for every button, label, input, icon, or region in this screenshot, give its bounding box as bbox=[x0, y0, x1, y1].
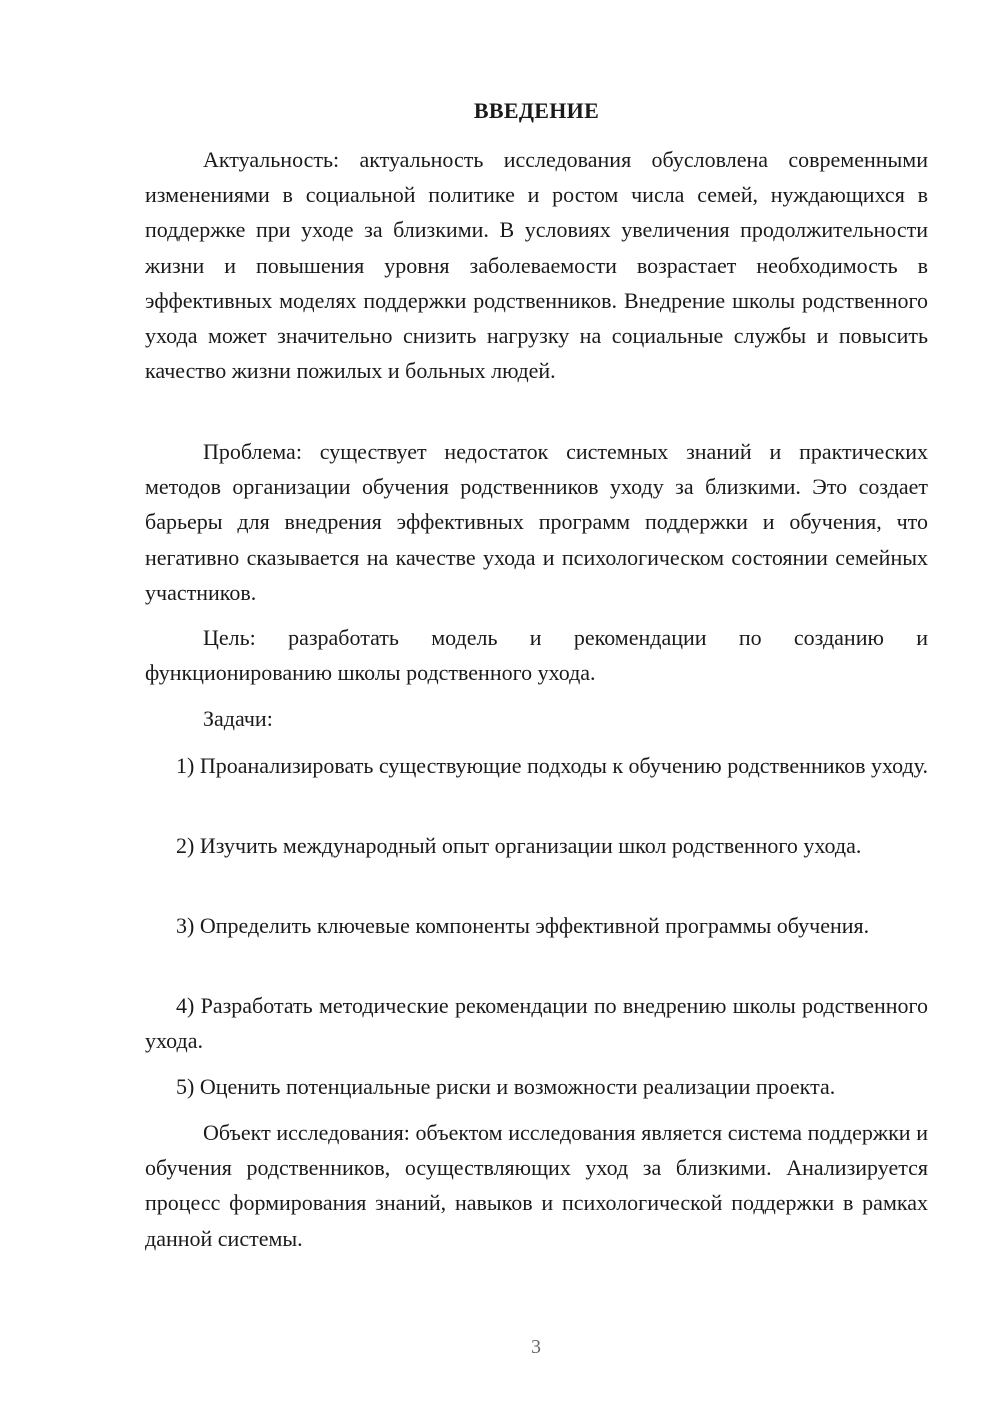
page-number: 3 bbox=[531, 1336, 541, 1358]
task-item-5: 5) Оценить потенциальные риски и возможности реализации проекта. bbox=[176, 1074, 836, 1099]
section-title: ВВЕДЕНИЕ bbox=[473, 98, 600, 123]
task-item-3: 3) Определить ключевые компоненты эффективной программы обучения. bbox=[176, 913, 870, 938]
paragraph-relevance: Актуальность: актуальность исследования обусловлена современными изменениями в социальной политике и ростом числа семей, нуждающихся в поддержке при уходе за близкими. В условиях увеличения продолжительности жизни и повышения уровня заболеваемости возрастает необходимость в эффективных моделях поддержки родственников. Внедрение школы родственного ухода может значительно снизить нагрузку на социальные службы и повысить качество жизни пожилых и больных людей. bbox=[145, 147, 928, 384]
paragraph-goal: Цель: разработать модель и рекомендации по созданию и функционированию школы родственного ухода. bbox=[145, 625, 928, 686]
tasks-heading: Задачи: bbox=[203, 706, 273, 731]
task-item-2: 2) Изучить международный опыт организации школ родственного ухода. bbox=[176, 833, 862, 858]
paragraph-problem: Проблема: существует недостаток системных знаний и практических методов организации обучения родственников уходу за близкими. Это создает барьеры для внедрения эффективных программ поддержки и обучения, что негативно сказывается на качестве ухода и психологическом состоянии семейных участников. bbox=[145, 439, 928, 605]
task-item-1: 1) Проанализировать существующие подходы к обучению родственников уходу. bbox=[176, 753, 928, 778]
task-item-4: 4) Разработать методические рекомендации по внедрению школы родственного ухода. bbox=[145, 993, 928, 1054]
paragraph-object: Объект исследования: объектом исследования является система поддержки и обучения родственников, осуществляющих уход за близкими. Анализируется процесс формирования знаний, навыков и психологической поддержки в рамках данной системы. bbox=[145, 1120, 928, 1251]
